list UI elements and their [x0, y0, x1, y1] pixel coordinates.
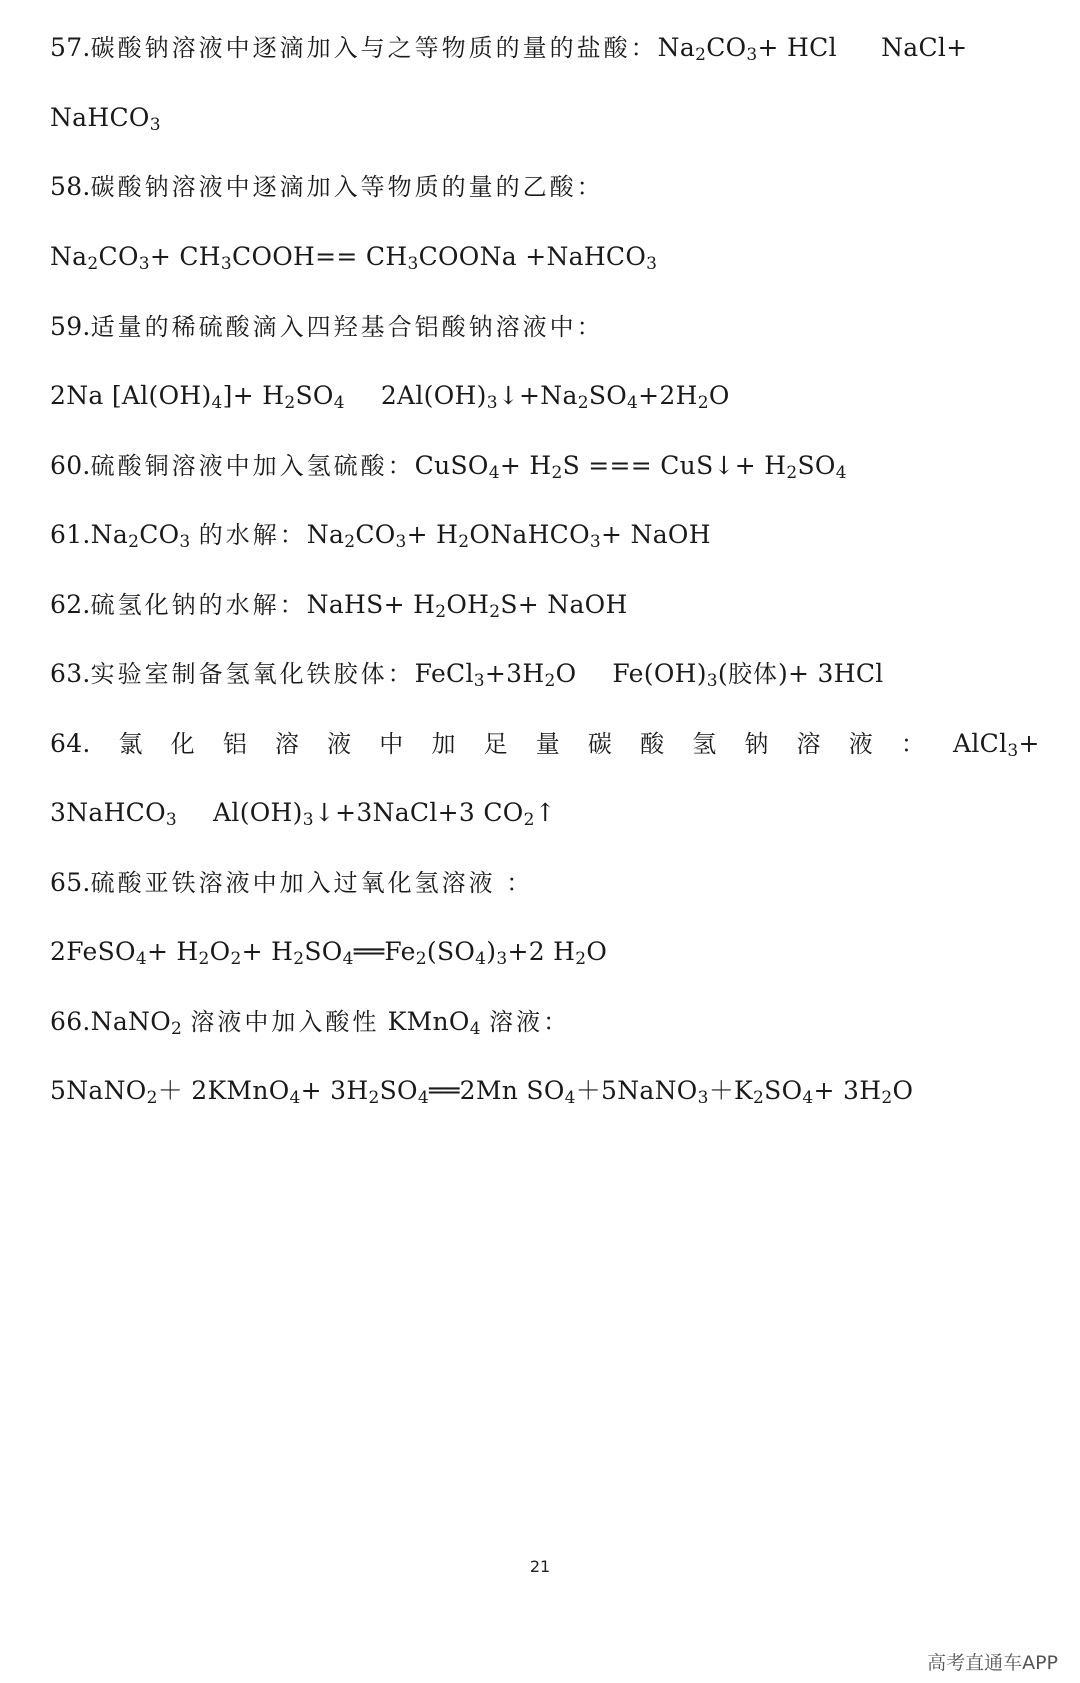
line-58-b: $Na_2CO_3+$ $CH_3COOH==$ $CH_3COONa$ +NaHCO$_3$: [50, 242, 658, 274]
l64-char: 氢: [692, 730, 717, 758]
item-title: 适量的稀硫酸滴入四羟基合铝酸钠溶液中：: [90, 313, 604, 341]
page-number: 21: [529, 1557, 551, 1576]
item-number: 59.: [50, 312, 91, 341]
l64-char: 碳: [587, 730, 613, 758]
line-64-a: 64. 氯 化 铝 溶 液 中 加 足 量 碳 酸 氢 钠 溶 液 ： AlCl$_3$+: [50, 729, 1040, 761]
l64-char: 钠: [744, 730, 769, 758]
item-number: 66.: [50, 1007, 91, 1036]
l64-char: 铝: [222, 730, 248, 758]
item-title: 硫氢化钠的水解：: [90, 591, 307, 619]
item-title: 硫酸亚铁溶液中加入过氧化氢溶液 ：: [90, 869, 534, 897]
line-65-a: [50, 866, 1040, 900]
item-title-part-1: 溶液中加入酸性: [190, 1008, 380, 1036]
item-number: 62.: [50, 590, 91, 619]
watermark: 高考直通车APP: [927, 1652, 1058, 1674]
l64-char: 加: [431, 730, 456, 758]
l64-char: 溶: [274, 730, 300, 758]
line-61: $61.Na_2CO_3$ 的水解：$Na_2CO_3+$ $H_2ONaHCO_3+$ NaOH: [50, 520, 711, 552]
line-66-a: 66.NaNO$_2$ 溶液中加入酸性 KMnO$_4$ 溶液：: [50, 1007, 571, 1039]
line-60: 60.硫酸铜溶液中加入氢硫酸：CuSO$_4$+ $H_2S$ === CuS↓+ $H_2SO_4$: [50, 451, 847, 483]
item-title: 硫酸铜溶液中加入氢硫酸：: [90, 452, 415, 480]
l64-char: 溶: [796, 730, 821, 758]
item-number: 57.: [50, 33, 91, 62]
l64-char: 量: [535, 730, 561, 758]
item-number: 58.: [50, 172, 91, 201]
item-title: 碳酸钠溶液中逐滴加入与之等物质的量的盐酸：: [90, 34, 658, 62]
item-number: 64.: [50, 729, 91, 758]
line-59-b: 2Na $[Al(OH)_4]+ H_2SO_4$ $2Al(OH)_3↓+Na_2SO_4+2H_2O$: [50, 381, 730, 413]
item-number: 65.: [50, 868, 91, 897]
line-66-b: 5NaNO$_2$＋ 2KMnO$_4$+ $3H_2SO_4══2Mn$ $SO_4+5NaNO_3+K_2SO_4+ 3H_2O$: [50, 1076, 914, 1108]
line-63: 63.实验室制备氢氧化铁胶体：$FeCl_3+3H_2O$ $Fe(OH)_3$(胶体)+ 3HCl: [50, 659, 884, 691]
l64-char: 足: [483, 730, 508, 758]
line-64-b: 3NaHCO$_3$ $Al(OH)_3↓+3NaCl+3$ $CO_2↑$: [50, 798, 556, 830]
item-number: 63.: [50, 659, 91, 688]
l64-char: 液: [327, 730, 352, 758]
item-title-part-2: 溶液：: [489, 1008, 571, 1036]
l64-char: ：: [900, 730, 926, 758]
line-62: 62.硫氢化钠的水解：NaHS+ $H_2OH_2S+$ NaOH: [50, 590, 628, 622]
l64-char: 酸: [640, 730, 665, 758]
line-59-a: [50, 310, 1040, 344]
line-57-a: 57.碳酸钠溶液中逐滴加入与之等物质的量的盐酸：$Na_2CO_3+$ HCl NaCl+: [50, 33, 968, 65]
line-57-b: NaHCO$_3$: [50, 103, 161, 135]
item-title: 实验室制备氢氧化铁胶体：: [90, 660, 415, 688]
line-58-a: [50, 170, 1040, 204]
item-number: 61.: [50, 520, 91, 549]
line-65-b: 2FeSO$_4$+ $H_2O_2+$ $H_2SO_4══Fe_2(SO_4)_3+2$ $H_2O$: [50, 937, 608, 969]
l64-char: 中: [379, 730, 404, 758]
item-number: 60.: [50, 451, 91, 480]
item-title: 碳酸钠溶液中逐滴加入等物质的量的乙酸：: [90, 173, 604, 201]
l64-char: 化: [170, 730, 195, 758]
item-title: 的水解：: [198, 521, 307, 549]
equation-continuation: NaHCO: [50, 103, 150, 132]
l64-char: 液: [848, 730, 874, 758]
l64-char: 氯: [118, 730, 143, 758]
